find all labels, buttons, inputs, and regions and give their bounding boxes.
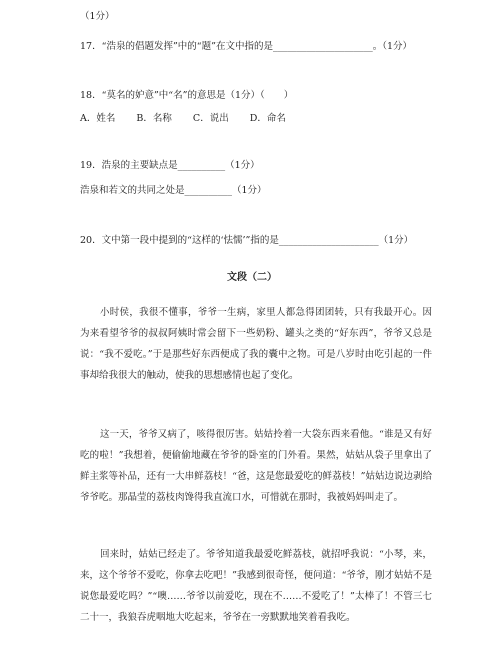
paragraph-3-text: 回来时，姑姑已经走了。爷爷知道我最爱吃鲜荔枝，就招呼我说：“小琴，来，来，这个爷爷不爱吃，你拿去吃吧！”我感到很奇怪，便问道：“爷爷，刚才姑姑不是说您最爱吃吗？”“噢……爷爷以前爱吃，现在不……不爱吃了！”太棒了！不管三七二十一，我狼吞虎咽地大吃起来，爷爷在一旁默默地笑着看我吃。 [80,549,432,623]
score-note: （1分） [80,11,115,22]
paragraph-3 [80,544,432,628]
paragraph-2-text: 这一天，爷爷又病了，咳得很厉害。姑姑拎着一大袋东西来看他。“谁是又有好吃的啦！”我想着，便偷偷地藏在爷爷的卧室的门外看。果然，姑姑从袋子里拿出了鲜主浆等补品，还有一大串鲜荔枝！“爸，这是您最爱吃的鲜荔枝！”姑姑边说边剥给爷爷吃。那晶莹的荔枝肉馋得我直流口水，可惜就在那时，我被妈妈叫走了。 [80,429,432,503]
question-18-options [80,110,304,124]
section-title: 文段（二） [227,272,277,283]
question-17: 17．“浩泉的倡题发挥”中的“题”在文中指的是_____________________。（1分） [80,41,413,52]
paragraph-1-text: 小时侯，我很不懂事，爷爷一生病，家里人都急得团团转，只有我最开心。因为来看望爷爷的叔叔阿姨时常会留下一些奶粉、罐头之类的“好东西”，爷爷又总是说：“我不爱吃。”于是那些好东西便成了我的囊中之物。可是八岁时由吃引起的一件事却给我很大的触动，使我的思想感情也起了变化。 [80,307,432,381]
paragraph-1 [80,302,432,386]
question-19-line1: 19．浩泉的主要缺点是__________（1分） [80,160,260,171]
paragraph-2 [80,424,432,508]
option-b: B．名称 [136,113,172,124]
question-18-stem: 18．“莫名的妒意”中“名”的意思是（1分）（ ） [80,90,294,101]
question-20: 20．文中第一段中提到的“这样的‘怯懦’”指的是_____________________（1分） [80,235,414,246]
question-19-line2: 浩泉和若文的共同之处是__________（1分） [80,185,267,196]
option-c: C．说出 [192,113,229,124]
option-d: D．命名 [249,113,286,124]
option-a: A．姓名 [80,113,116,124]
